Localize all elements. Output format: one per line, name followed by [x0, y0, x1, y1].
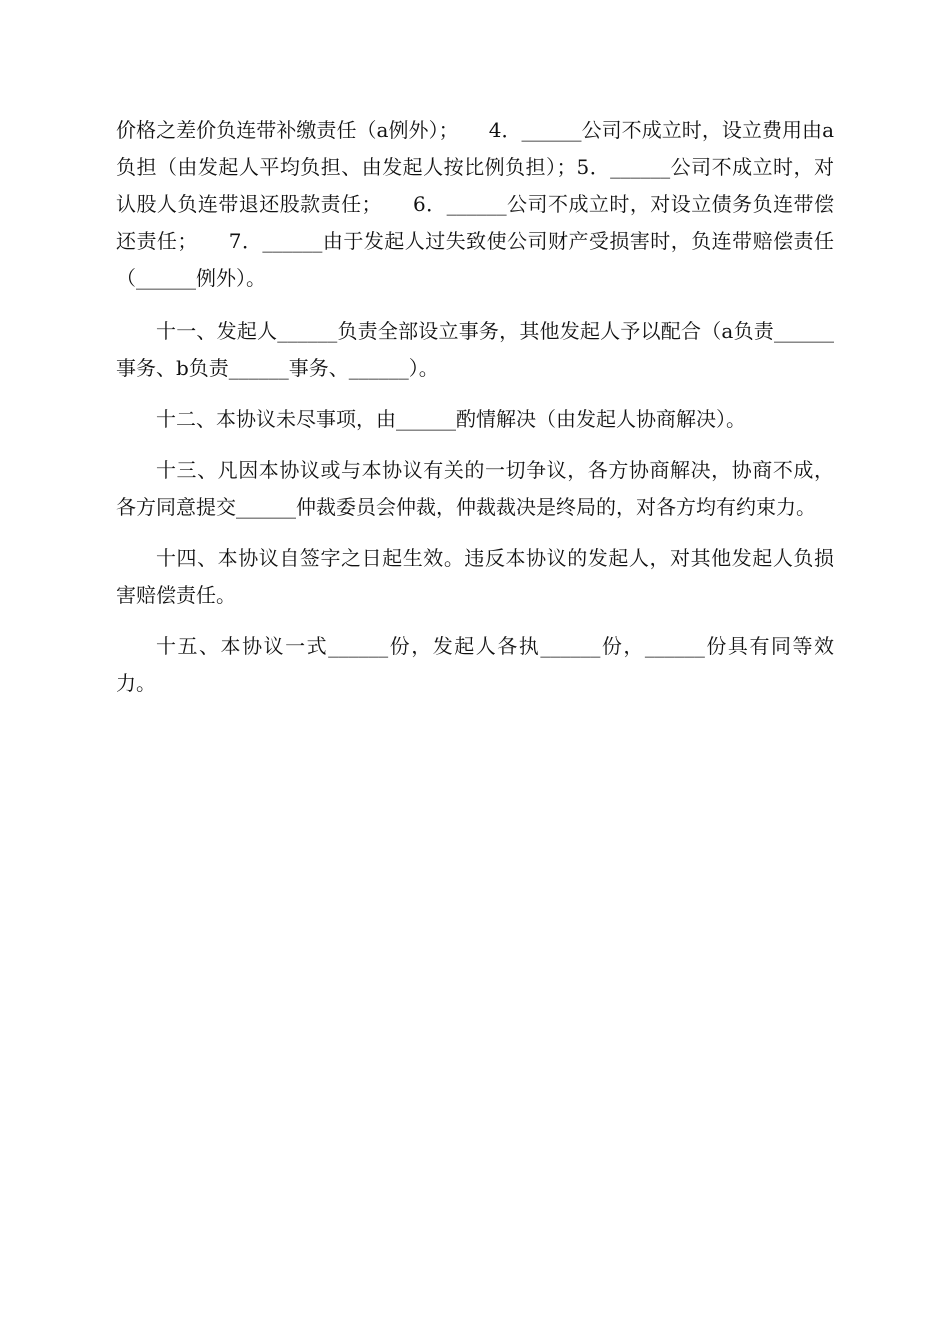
paragraph-clause-15: 十五、本协议一式______份，发起人各执______份，______份具有同等效力。 [116, 634, 834, 695]
paragraph-clause-13: 十三、凡因本协议或与本协议有关的一切争议，各方协商解决，协商不成，各方同意提交______仲裁委员会仲裁，仲裁裁决是终局的，对各方均有约束力。 [116, 458, 834, 519]
paragraph-liability-clauses: 价格之差价负连带补缴责任（a例外）； 4．______公司不成立时，设立费用由a负担（由发起人平均负担、由发起人按比例负担）；5．______公司不成立时，对认股人负连带退还股款责任； 6．______公司不成立时，对设立债务负连带偿还责任； 7．______由于发起人过失致使公司财产受损害时，负连带赔偿责任（______例外）。 [116, 118, 834, 290]
paragraph-clause-14: 十四、本协议自签字之日起生效。违反本协议的发起人，对其他发起人负损害赔偿责任。 [116, 546, 834, 607]
document-body [116, 112, 834, 716]
paragraph-clause-11: 十一、发起人______负责全部设立事务，其他发起人予以配合（a负责______事务、b负责______事务、______）。 [116, 319, 834, 380]
paragraph-clause-12: 十二、本协议未尽事项，由______酌情解决（由发起人协商解决）。 [156, 407, 746, 431]
